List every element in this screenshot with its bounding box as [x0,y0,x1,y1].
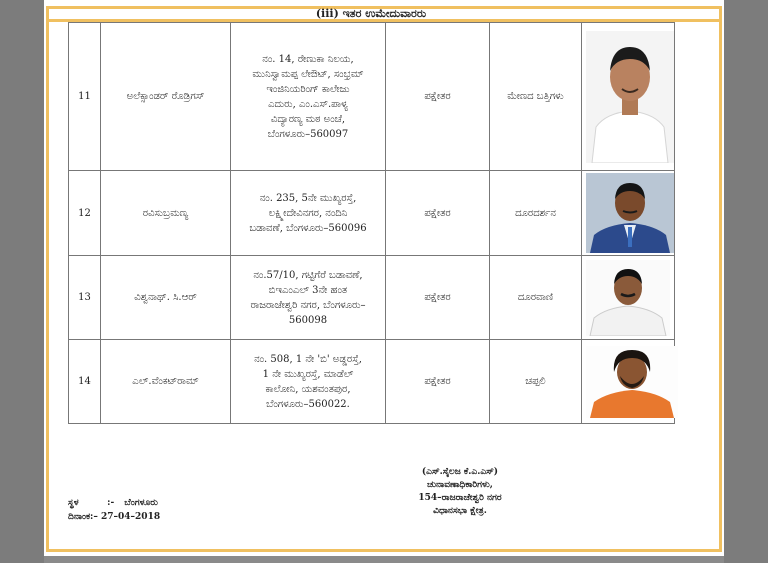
candidate-name: ವಿಶ್ವನಾಥ್. ಸಿ.ಆರ್ [101,256,231,340]
party-affiliation: ಪಕ್ಷೇತರ [386,340,490,424]
frame-left-border [46,6,49,552]
candidate-address: ನಂ.57/10, ಗಟ್ಟಿಗೆರೆ ಬಡಾವಣೆ, ಬಿಇಎಂಎಲ್ 3ನೇ ಹಂತ ರಾಜರಾಜೇಶ್ವರಿ ನಗರ, ಬೆಂಗಳೂರು– 560098 [231,256,386,340]
candidate-name: ಎಲ್.ವೆಂಕಟ್‌ರಾಮ್ [101,340,231,424]
election-symbol: ಚಪ್ಪಲಿ [490,340,582,424]
constituency-name: 154–ರಾಜರಾಜೇಶ್ವರಿ ನಗರ [418,493,502,503]
person-photo-icon [586,346,678,418]
backdrop-left [0,0,44,563]
frame-bottom-border [46,549,722,552]
serial-number: 13 [69,256,101,340]
date-label: ದಿನಾಂಕ:– [68,512,98,522]
serial-number: 12 [69,171,101,256]
candidate-address: ನಂ. 235, 5ನೇ ಮುಖ್ಯರಸ್ತೆ, ಲಕ್ಷ್ಮೀದೇವಿನಗರ, ನಂದಿನಿ ಬಡಾವಣೆ, ಬೆಂಗಳೂರು–560096 [231,171,386,256]
place-line [68,496,160,510]
election-symbol: ದೂರದರ್ಶನ [490,171,582,256]
place-value: ಬೆಂಗಳೂರು [124,498,158,508]
photo-cell [582,171,675,256]
candidate-photo [586,173,674,253]
photo-cell [582,340,675,424]
date-line [68,510,160,524]
date-value: 27–04–2018 [101,512,161,522]
candidate-name: ರವಿಸುಬ್ರಮಣ್ಯ [101,171,231,256]
table-row [69,256,675,340]
signatory-name: (ಎಸ್.ಸೈಲಜ ಕೆ.ಎ.ಎಸ್) [421,467,499,477]
party-affiliation: ಪಕ್ಷೇತರ [386,256,490,340]
party-affiliation: ಪಕ್ಷೇತರ [386,23,490,171]
table-row [69,171,675,256]
signatory-title: ಚುನಾವಣಾಧಿಕಾರಿಗಳು, [427,480,493,490]
person-photo-icon [586,31,674,163]
table-row [69,340,675,424]
person-photo-icon [586,260,670,336]
signature-block [380,466,540,518]
candidate-address: ನಂ. 508, 1 ನೇ 'ಬಿ' ಅಡ್ಡರಸ್ತೆ, 1 ನೇ ಮುಖ್ಯರಸ್ತೆ, ಮಾಡೆಲ್ ಕಾಲೋನಿ, ಯಶವಂತಪುರ, ಬೆಂಗಳೂರು–560022. [231,340,386,424]
election-symbol: ಮೇಣದ ಬತ್ತಿಗಳು [490,23,582,171]
person-photo-icon [586,173,674,253]
candidate-name: ಅಲೆಕ್ಸಾಂಡರ್ ರೊಡ್ರಿಗಸ್ [101,23,231,171]
backdrop-right [724,0,768,563]
serial-number: 11 [69,23,101,171]
candidate-table [68,22,675,424]
candidate-photo [586,260,670,336]
place-date-block [68,496,160,524]
photo-cell [582,256,675,340]
party-affiliation: ಪಕ್ಷೇತರ [386,171,490,256]
constituency-type: ವಿಧಾನಸಭಾ ಕ್ಷೇತ್ರ. [433,506,487,516]
place-separator: :- [107,498,115,508]
serial-number: 14 [69,340,101,424]
candidate-address: ನಂ. 14, ರೇಣುಕಾ ನಿಲಯ, ಮುನಿಸ್ವಾಮಪ್ಪ ಲೇಔಟ್, ಸಂಭ್ರಮ್ ಇಂಜಿನಿಯರಿಂಗ್ ಕಾಲೇಜು ಎದುರು, ಎಂ.ಎಸ್.ಪಾಳ್ಯ ವಿದ್ಯಾರಣ್ಯ ಮಠ ಅಂಚೆ, ಬೆಂಗಳೂರು–560097 [231,23,386,171]
candidate-photo [586,346,678,418]
table-row [69,23,675,171]
section-title: (iii) ಇತರ ಉಮೇದುವಾರರು [315,7,427,20]
photo-cell [582,23,675,171]
election-symbol: ದೂರವಾಣಿ [490,256,582,340]
frame-right-border [719,6,722,552]
place-label: ಸ್ಥಳ [68,498,79,508]
candidate-photo [586,31,674,163]
